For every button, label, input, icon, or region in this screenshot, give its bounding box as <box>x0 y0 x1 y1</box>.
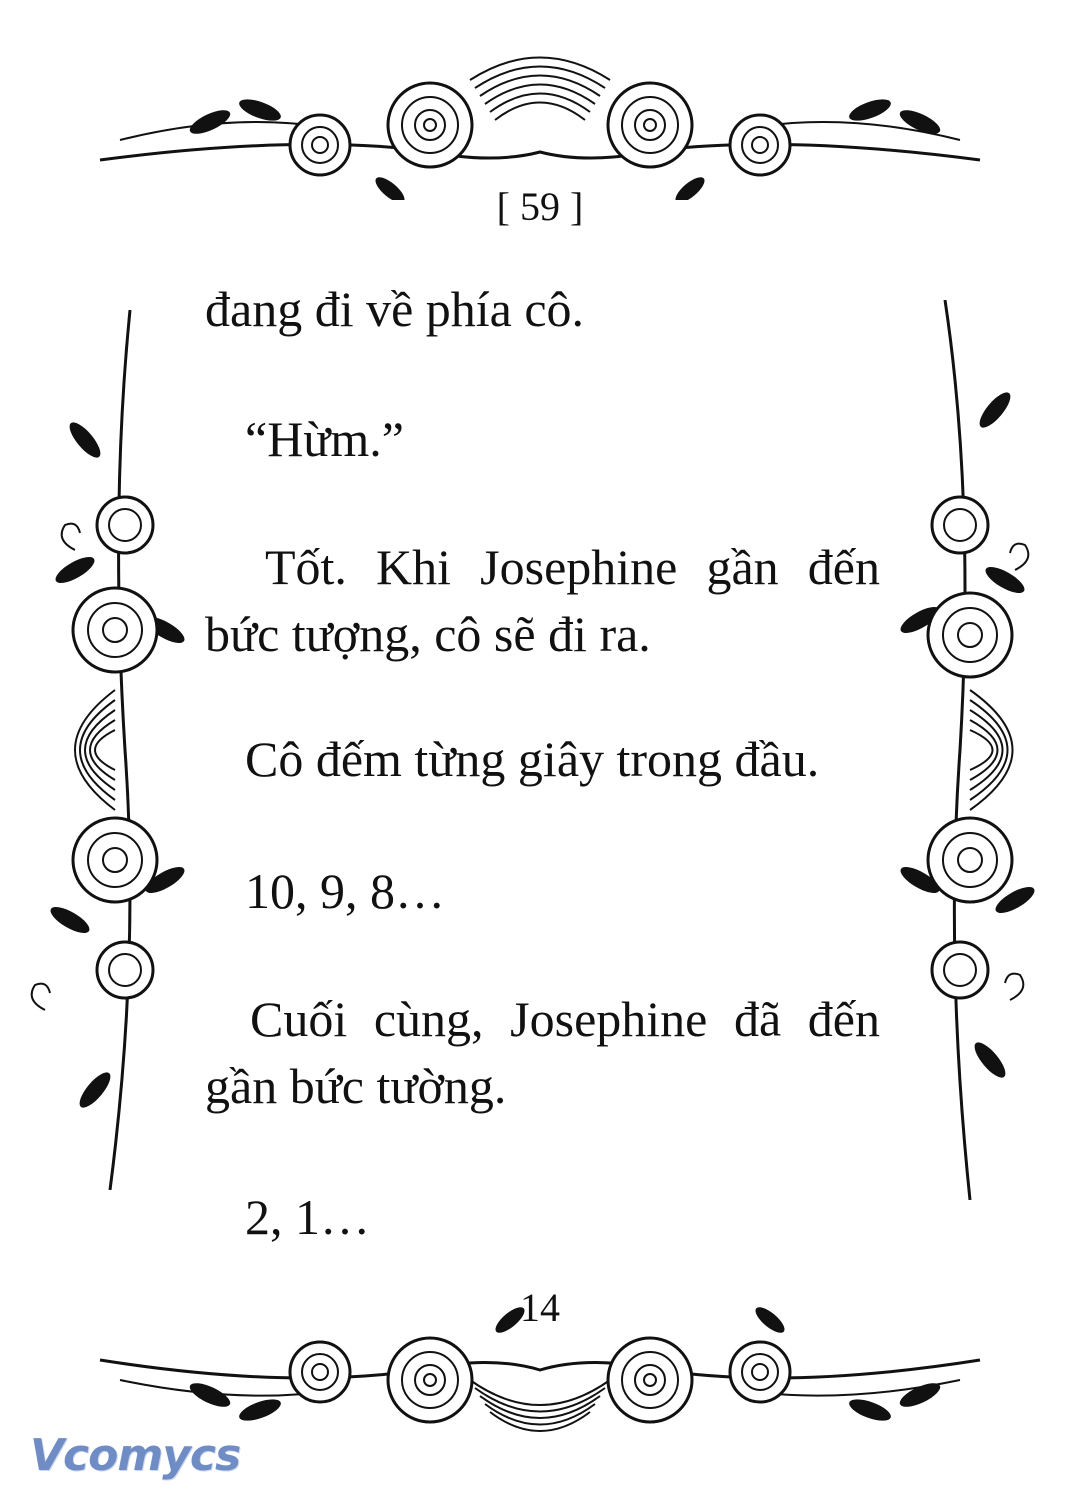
paragraph-5: 10, 9, 8… <box>245 863 445 919</box>
page-number: 14 <box>520 1285 560 1330</box>
rose-border-top-icon <box>90 40 990 200</box>
paragraph-3: Tốt. Khi Josephine gần đến bức tượng, cô sẽ đi ra. <box>205 539 880 662</box>
paragraph-2: “Hừm.” <box>245 411 404 467</box>
paragraph-4: Cô đếm từng giây trong đầu. <box>245 731 820 787</box>
rose-vine-right-icon <box>895 300 1070 1200</box>
watermark-logo: Vcomycs <box>30 1430 241 1481</box>
chapter-number: [ 59 ] <box>496 184 584 229</box>
paragraph-7: 2, 1… <box>245 1189 370 1245</box>
paragraph-1: đang đi về phía cô. <box>205 281 585 337</box>
rose-vine-left-icon <box>15 310 190 1190</box>
paragraph-6: Cuối cùng, Josephine đã đến gần bức tường. <box>205 991 880 1114</box>
